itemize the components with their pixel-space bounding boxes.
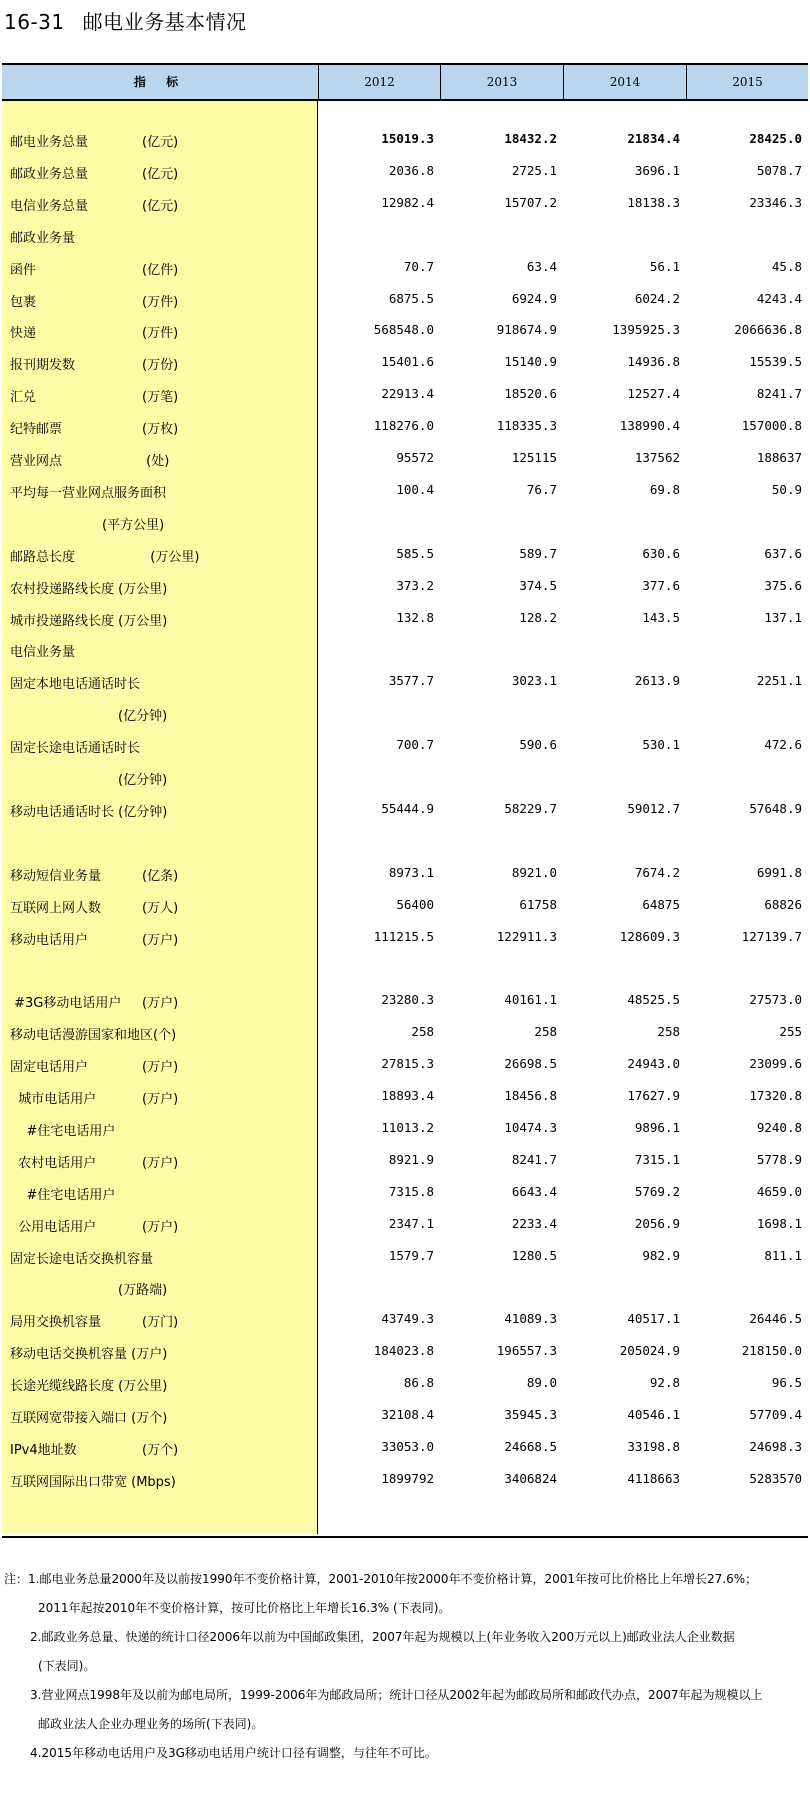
cell-2015: 27573.0 bbox=[749, 992, 802, 1008]
table-row bbox=[2, 283, 808, 315]
table-number: 16-31 bbox=[4, 10, 65, 34]
row-label: 移动电话通话时长 (亿分钟) bbox=[10, 804, 168, 820]
cell-2015: 23099.6 bbox=[749, 1056, 802, 1072]
cell-2015: 2066636.8 bbox=[734, 322, 802, 338]
cell-2015: 472.6 bbox=[764, 737, 802, 753]
cell-2012: 27815.3 bbox=[381, 1056, 434, 1072]
cell-2014: 137562 bbox=[634, 450, 680, 465]
cell-2015: 127139.7 bbox=[741, 928, 802, 944]
row-unit: (万户) bbox=[142, 1155, 179, 1171]
cell-2013: 196557.3 bbox=[496, 1343, 557, 1359]
table-row bbox=[2, 219, 808, 251]
row-label: 互联网宽带接入端口 (万个) bbox=[10, 1411, 168, 1426]
footnote-line: 4.2015年移动电话用户及3G移动电话用户统计口径有调整，与往年不可比。 bbox=[30, 1746, 437, 1760]
cell-2013: 3406824 bbox=[504, 1470, 557, 1486]
row-unit: (万个) bbox=[142, 1442, 179, 1458]
cell-2012: 23280.3 bbox=[381, 992, 434, 1008]
cell-2013: 76.7 bbox=[526, 481, 557, 497]
cell-2013: 128.2 bbox=[519, 609, 557, 625]
header-year-2014: 2014 bbox=[563, 65, 686, 99]
row-label: 邮政业务量 bbox=[10, 230, 76, 246]
cell-2014: 56.1 bbox=[649, 258, 680, 274]
cell-2012: 118276.0 bbox=[373, 418, 434, 434]
row-label: 报刊期发数 bbox=[10, 358, 76, 374]
row-label: 电信业务总量 bbox=[10, 198, 89, 214]
cell-2014: 1395925.3 bbox=[612, 322, 680, 338]
cell-2015: 24698.3 bbox=[749, 1438, 802, 1454]
cell-2013: 35945.3 bbox=[504, 1407, 557, 1422]
cell-2014: 14936.8 bbox=[627, 354, 680, 370]
row-label: #住宅电话用户 bbox=[10, 1187, 116, 1203]
cell-2014: 18138.3 bbox=[627, 194, 680, 210]
cell-2015: 1698.1 bbox=[756, 1215, 802, 1231]
cell-2014: 3696.1 bbox=[634, 162, 680, 178]
row-label: 互联网国际出口带宽 (Mbps) bbox=[10, 1474, 176, 1490]
table-row bbox=[2, 1399, 808, 1431]
cell-2013: 24668.5 bbox=[504, 1438, 557, 1454]
row-unit: (万公里) bbox=[142, 549, 200, 565]
row-unit: (亿条) bbox=[142, 868, 179, 884]
table-row bbox=[2, 633, 808, 665]
cell-2013: 374.5 bbox=[519, 577, 557, 593]
cell-2014: 982.9 bbox=[642, 1247, 680, 1263]
table-row bbox=[2, 825, 808, 857]
cell-2013: 8921.0 bbox=[511, 864, 557, 880]
row-unit: (万户) bbox=[142, 996, 179, 1012]
cell-2012: 7315.8 bbox=[388, 1183, 434, 1199]
row-label: 移动电话用户 bbox=[10, 932, 89, 948]
cell-2013: 8241.7 bbox=[511, 1151, 557, 1167]
page-title bbox=[4, 6, 247, 35]
row-unit: (万户) bbox=[142, 932, 179, 948]
table-row bbox=[2, 1176, 808, 1208]
cell-2012: 8973.1 bbox=[388, 864, 434, 880]
cell-2014: 64875 bbox=[642, 896, 680, 912]
row-label: 邮电业务总量 bbox=[10, 135, 89, 150]
table-row bbox=[2, 1112, 808, 1144]
row-label: 城市电话用户 bbox=[10, 1092, 97, 1107]
cell-2015: 637.6 bbox=[764, 545, 802, 561]
cell-2014: 92.8 bbox=[649, 1375, 680, 1391]
row-label: 函件 bbox=[10, 262, 37, 278]
cell-2013: 1280.5 bbox=[511, 1247, 557, 1263]
table-title: 邮电业务基本情况 bbox=[82, 10, 247, 34]
cell-2013: 61758 bbox=[519, 896, 557, 912]
cell-2014: 9896.1 bbox=[634, 1119, 680, 1135]
row-label: 局用交换机容量 bbox=[10, 1315, 102, 1331]
cell-2012: 1579.7 bbox=[388, 1247, 434, 1263]
row-label: 营业网点 bbox=[10, 454, 63, 469]
row-label: #3G移动电话用户 bbox=[10, 996, 122, 1012]
row-unit: (万人) bbox=[142, 900, 179, 916]
row-unit: (万门) bbox=[142, 1315, 179, 1331]
cell-2013: 2233.4 bbox=[511, 1215, 557, 1231]
footnote-line: 邮政业法人企业办理业务的场所(下表同)。 bbox=[38, 1717, 264, 1731]
cell-2015: 26446.5 bbox=[749, 1311, 802, 1327]
cell-2013: 10474.3 bbox=[504, 1119, 557, 1135]
cell-2012: 32108.4 bbox=[381, 1407, 434, 1422]
cell-2012: 568548.0 bbox=[373, 322, 434, 338]
row-unit: (万户) bbox=[142, 1060, 179, 1076]
table-row bbox=[2, 155, 808, 187]
cell-2014: 530.1 bbox=[642, 737, 680, 753]
cell-2015: 157000.8 bbox=[741, 418, 802, 434]
table-row bbox=[2, 123, 808, 155]
row-unit: (亿分钟) bbox=[118, 773, 168, 788]
footnote-line: 2011年起按2010年不变价格计算，按可比价格比上年增长16.3% (下表同)。 bbox=[38, 1601, 451, 1615]
cell-2015: 4243.4 bbox=[756, 290, 802, 306]
cell-2012: 184023.8 bbox=[373, 1343, 434, 1359]
table-row bbox=[2, 889, 808, 921]
cell-2015: 4659.0 bbox=[756, 1183, 802, 1199]
row-unit: (万枚) bbox=[142, 422, 179, 438]
table-row bbox=[2, 1016, 808, 1048]
header-year-2013: 2013 bbox=[440, 65, 563, 99]
cell-2012: 11013.2 bbox=[381, 1119, 434, 1135]
cell-2015: 96.5 bbox=[771, 1375, 802, 1391]
cell-2015: 9240.8 bbox=[756, 1119, 802, 1135]
cell-2013: 589.7 bbox=[519, 545, 557, 561]
cell-2015: 23346.3 bbox=[749, 194, 802, 210]
cell-2015: 2251.1 bbox=[756, 673, 802, 689]
cell-2015: 50.9 bbox=[771, 481, 802, 497]
cell-2013: 590.6 bbox=[519, 737, 557, 753]
cell-2012: 258 bbox=[411, 1024, 434, 1040]
row-unit: (万件) bbox=[142, 294, 179, 310]
cell-2015: 17320.8 bbox=[749, 1088, 802, 1103]
cell-2014: 12527.4 bbox=[627, 386, 680, 402]
row-label: IPv4地址数 bbox=[10, 1442, 77, 1458]
cell-2014: 143.5 bbox=[642, 609, 680, 625]
cell-2012: 585.5 bbox=[396, 545, 434, 561]
cell-2015: 137.1 bbox=[764, 609, 802, 625]
cell-2014: 128609.3 bbox=[619, 928, 680, 944]
cell-2015: 45.8 bbox=[771, 258, 802, 274]
cell-2012: 70.7 bbox=[403, 258, 434, 274]
header-indicator: 指 标 bbox=[133, 75, 187, 89]
row-unit: (万份) bbox=[142, 358, 179, 374]
row-label: 农村投递路线长度 (万公里) bbox=[10, 581, 168, 597]
row-label: 互联网上网人数 bbox=[10, 900, 102, 916]
cell-2013: 122911.3 bbox=[496, 928, 557, 944]
cell-2014: 21834.4 bbox=[627, 131, 680, 146]
cell-2015: 28425.0 bbox=[749, 131, 802, 146]
cell-2012: 700.7 bbox=[396, 737, 434, 753]
cell-2013: 18456.8 bbox=[504, 1088, 557, 1103]
cell-2014: 40546.1 bbox=[627, 1407, 680, 1422]
cell-2012: 111215.5 bbox=[373, 928, 434, 944]
table-row bbox=[2, 984, 808, 1016]
table-row bbox=[2, 793, 808, 825]
row-unit: (万件) bbox=[142, 326, 179, 342]
table-row bbox=[2, 1208, 808, 1240]
cell-2012: 6875.5 bbox=[388, 290, 434, 306]
cell-2014: 24943.0 bbox=[627, 1056, 680, 1072]
table-row bbox=[2, 1335, 808, 1367]
cell-2015: 57648.9 bbox=[749, 800, 802, 816]
cell-2012: 100.4 bbox=[396, 481, 434, 497]
cell-2013: 918674.9 bbox=[496, 322, 557, 338]
row-label: 邮路总长度 bbox=[10, 549, 76, 565]
footnote-line: 2.邮政业务总量、快递的统计口径2006年以前为中国邮政集团，2007年起为规模以上(年业务收入200万元以上)邮政业法人企业数据 bbox=[30, 1630, 735, 1644]
cell-2014: 17627.9 bbox=[627, 1088, 680, 1103]
cell-2012: 132.8 bbox=[396, 609, 434, 625]
row-unit: (平方公里) bbox=[102, 517, 165, 533]
table-row bbox=[2, 187, 808, 219]
cell-2012: 1899792 bbox=[381, 1470, 434, 1486]
row-unit: (万笔) bbox=[142, 390, 179, 406]
cell-2013: 58229.7 bbox=[504, 800, 557, 816]
row-unit: (亿元) bbox=[142, 198, 179, 214]
cell-2012: 43749.3 bbox=[381, 1311, 434, 1327]
cell-2013: 89.0 bbox=[526, 1375, 557, 1391]
cell-2013: 118335.3 bbox=[496, 418, 557, 434]
cell-2012: 12982.4 bbox=[381, 194, 434, 210]
table-row bbox=[2, 952, 808, 984]
footnote-line: 注：1.邮电业务总量2000年及以前按1990年不变价格计算，2001-2010年按2000年不变价格计算，2001年按可比价格比上年增长27.6%； bbox=[4, 1572, 758, 1586]
cell-2014: 6024.2 bbox=[634, 290, 680, 306]
cell-2014: 59012.7 bbox=[627, 800, 680, 816]
row-label: 移动电话漫游国家和地区(个) bbox=[10, 1028, 177, 1044]
table-header bbox=[2, 65, 808, 101]
table-row bbox=[2, 697, 808, 729]
cell-2013: 26698.5 bbox=[504, 1056, 557, 1072]
table-row bbox=[2, 1431, 808, 1463]
cell-2015: 5078.7 bbox=[756, 162, 802, 178]
row-label: 快递 bbox=[10, 326, 37, 342]
row-label: #住宅电话用户 bbox=[10, 1123, 116, 1139]
row-unit: (亿元) bbox=[142, 135, 179, 150]
table-row bbox=[2, 1303, 808, 1335]
row-label: 城市投递路线长度 (万公里) bbox=[10, 613, 168, 629]
row-label: 移动短信业务量 bbox=[10, 868, 102, 884]
cell-2013: 40161.1 bbox=[504, 992, 557, 1008]
cell-2012: 18893.4 bbox=[381, 1088, 434, 1103]
row-label: 固定长途电话通话时长 bbox=[10, 741, 141, 757]
row-label: 农村电话用户 bbox=[10, 1155, 97, 1171]
cell-2014: 5769.2 bbox=[634, 1183, 680, 1199]
row-label: 平均每一营业网点服务面积 bbox=[10, 485, 167, 501]
cell-2014: 48525.5 bbox=[627, 992, 680, 1008]
table-row bbox=[2, 1048, 808, 1080]
cell-2013: 15707.2 bbox=[504, 194, 557, 210]
header-year-2015: 2015 bbox=[686, 65, 808, 99]
row-label: 纪特邮票 bbox=[10, 422, 63, 438]
cell-2014: 2056.9 bbox=[634, 1215, 680, 1231]
cell-2015: 5778.9 bbox=[756, 1151, 802, 1167]
cell-2014: 4118663 bbox=[627, 1470, 680, 1486]
row-label: 包裹 bbox=[10, 294, 37, 310]
row-unit: (万户) bbox=[142, 1092, 179, 1107]
cell-2013: 2725.1 bbox=[511, 162, 557, 178]
row-label: 移动电话交换机容量 (万户) bbox=[10, 1347, 168, 1363]
cell-2013: 63.4 bbox=[526, 258, 557, 274]
cell-2013: 18432.2 bbox=[504, 131, 557, 146]
cell-2012: 3577.7 bbox=[388, 673, 434, 689]
table-row bbox=[2, 410, 808, 442]
table-row bbox=[2, 1463, 808, 1495]
cell-2015: 15539.5 bbox=[749, 354, 802, 370]
row-unit: (处) bbox=[142, 454, 170, 469]
cell-2014: 377.6 bbox=[642, 577, 680, 593]
cell-2015: 375.6 bbox=[764, 577, 802, 593]
cell-2013: 258 bbox=[534, 1024, 557, 1040]
table-row bbox=[2, 1144, 808, 1176]
cell-2015: 218150.0 bbox=[741, 1343, 802, 1359]
cell-2012: 2347.1 bbox=[388, 1215, 434, 1231]
cell-2015: 6991.8 bbox=[756, 864, 802, 880]
cell-2012: 373.2 bbox=[396, 577, 434, 593]
table-row bbox=[2, 474, 808, 506]
table-row bbox=[2, 570, 808, 602]
cell-2012: 2036.8 bbox=[388, 162, 434, 178]
table-row bbox=[2, 761, 808, 793]
cell-2014: 7674.2 bbox=[634, 864, 680, 880]
cell-2013: 18520.6 bbox=[504, 386, 557, 402]
row-label: 公用电话用户 bbox=[10, 1219, 97, 1235]
table-row bbox=[2, 314, 808, 346]
table-row bbox=[2, 1080, 808, 1112]
cell-2014: 40517.1 bbox=[627, 1311, 680, 1327]
cell-2013: 3023.1 bbox=[511, 673, 557, 689]
row-label: 邮政业务总量 bbox=[10, 166, 89, 182]
footnote-line: (下表同)。 bbox=[38, 1659, 96, 1673]
table-row bbox=[2, 1240, 808, 1272]
table-row bbox=[2, 506, 808, 538]
cell-2015: 255 bbox=[779, 1024, 802, 1040]
cell-2014: 7315.1 bbox=[634, 1151, 680, 1167]
row-label: 长途光缆线路长度 (万公里) bbox=[10, 1379, 168, 1395]
row-label: 固定长途电话交换机容量 bbox=[10, 1251, 154, 1267]
cell-2012: 22913.4 bbox=[381, 386, 434, 402]
cell-2012: 95572 bbox=[396, 450, 434, 465]
cell-2015: 68826 bbox=[764, 896, 802, 912]
row-label: 电信业务量 bbox=[10, 645, 76, 661]
row-label: 固定电话用户 bbox=[10, 1060, 89, 1076]
cell-2012: 55444.9 bbox=[381, 800, 434, 816]
row-label: 汇兑 bbox=[10, 390, 37, 406]
row-unit: (万路端) bbox=[118, 1283, 168, 1299]
cell-2012: 15019.3 bbox=[381, 131, 434, 146]
row-unit: (亿元) bbox=[142, 166, 179, 182]
cell-2014: 2613.9 bbox=[634, 673, 680, 689]
row-unit: (万户) bbox=[142, 1219, 179, 1235]
cell-2015: 188637 bbox=[756, 450, 802, 465]
cell-2014: 205024.9 bbox=[619, 1343, 680, 1359]
row-label: 固定本地电话通话时长 bbox=[10, 677, 141, 693]
cell-2014: 33198.8 bbox=[627, 1438, 680, 1454]
table-row bbox=[2, 1271, 808, 1303]
cell-2015: 811.1 bbox=[764, 1247, 802, 1263]
table-row bbox=[2, 442, 808, 474]
header-year-2012: 2012 bbox=[318, 65, 440, 99]
table-row bbox=[2, 602, 808, 634]
table-row bbox=[2, 346, 808, 378]
table-row bbox=[2, 251, 808, 283]
table-row bbox=[2, 857, 808, 889]
cell-2012: 15401.6 bbox=[381, 354, 434, 370]
cell-2012: 33053.0 bbox=[381, 1438, 434, 1454]
cell-2015: 8241.7 bbox=[756, 386, 802, 402]
cell-2013: 6643.4 bbox=[511, 1183, 557, 1199]
table-row bbox=[2, 1367, 808, 1399]
cell-2012: 56400 bbox=[396, 896, 434, 912]
footnote-line: 3.营业网点1998年及以前为邮电局所，1999-2006年为邮政局所；统计口径从2002年起为邮政局所和邮政代办点，2007年起为规模以上 bbox=[30, 1688, 763, 1702]
table-row bbox=[2, 729, 808, 761]
cell-2012: 8921.9 bbox=[388, 1151, 434, 1167]
cell-2014: 69.8 bbox=[649, 481, 680, 497]
data-table bbox=[2, 63, 808, 1538]
cell-2015: 5283570 bbox=[749, 1470, 802, 1486]
cell-2012: 86.8 bbox=[403, 1375, 434, 1391]
cell-2013: 15140.9 bbox=[504, 354, 557, 370]
row-unit: (亿件) bbox=[142, 262, 179, 278]
cell-2014: 138990.4 bbox=[619, 418, 680, 434]
table-row bbox=[2, 665, 808, 697]
cell-2013: 41089.3 bbox=[504, 1311, 557, 1327]
cell-2013: 125115 bbox=[511, 450, 557, 465]
table-row bbox=[2, 921, 808, 953]
cell-2014: 630.6 bbox=[642, 545, 680, 561]
table-row bbox=[2, 378, 808, 410]
table-row bbox=[2, 538, 808, 570]
cell-2013: 6924.9 bbox=[511, 290, 557, 306]
cell-2015: 57709.4 bbox=[749, 1407, 802, 1422]
row-unit: (亿分钟) bbox=[118, 709, 168, 725]
cell-2014: 258 bbox=[657, 1024, 680, 1040]
